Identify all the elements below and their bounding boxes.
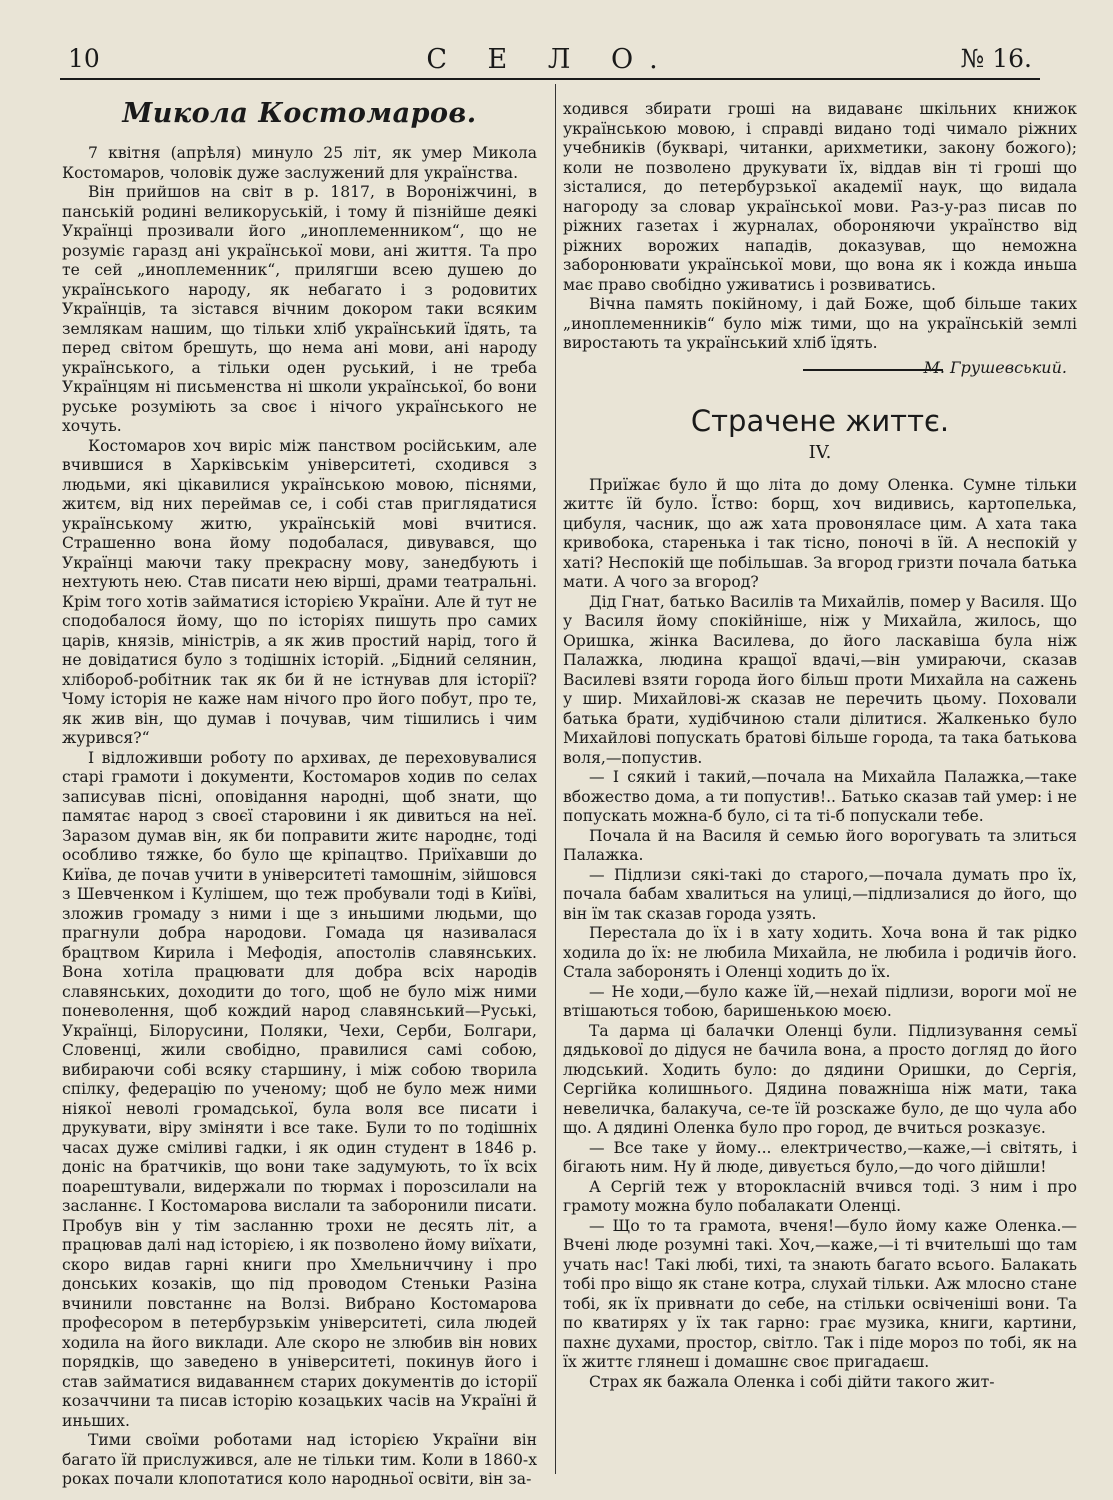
paragraph: Костомаров хоч виріс між панством російським, але вчившися в Харківськім університеті, сходився з людьми, які цікавилися українською мовою, піснями, житєм, від них переймав се, і собі став приглядатися українському житю, українській мові вчитися. Страшенно вона йому подобалася, дивувався, що Українці маючи таку прекрасну мову, занедбують і нехтують нею. Став писати нею вірші, драми театральні. Крім того хотів займатися історією України. Але й тут не сподобалося йому, що по історіях пишуть про самих царів, князів, міністрів, а як жив простий нарід, того й не довідатися було з тодішніх історій. „Бідний селянин, хлібороб-робітник так як би й не істнував для історії? Чому історія не каже нам нічого про його побут, про те, як жив він, що думав і почував, чим тішились і чим журився?“ xyxy=(62,436,537,747)
paragraph: Вічна память покійному, і дай Боже, щоб більше таких „иноплеменників“ було між тими, що на українській землі виростають та український хліб їдять. xyxy=(563,295,1077,352)
paragraph: Перестала до їх і в хату ходить. Хоча вона й так рідко ходила до їх: не любила Михайла, не любила і родичів його. Стала заборонять і Оленці ходить до їх. xyxy=(563,924,1077,981)
issue-number: № 16. xyxy=(960,44,1032,73)
page-header xyxy=(60,44,1040,80)
chapter-number: IV. xyxy=(808,441,832,463)
paragraph-continuation: ходився збирати гроші на видаванє шкільних книжок українською мовою, і справді видано тоді чимало ріжних учебників (букварі, читанки, арихметики, закону божого); коли не позволено друкувати їх, віддав він ті гроші що зісталися, до петербурзької академії наук, що видала нагороду за словар української мови. Раз-у-раз писав по ріжних газетах і журналах, обороняючи українство від ріжних ворожих нападів, доказував, що неможна заборонювати української мови, що вона як і кожда иньша має право свобідно уживатись і розвиватись. xyxy=(563,100,1077,294)
paragraph: 7 квітня (апрѣля) минуло 25 літ, як умер Микола Костомаров, чоловік дуже заслужений для українства. xyxy=(62,144,537,182)
signature-block xyxy=(563,356,1077,386)
page-number: 10 xyxy=(68,44,100,73)
right-column xyxy=(563,100,1077,1480)
newspaper-title: С Е Л О. xyxy=(426,44,674,75)
paragraph: Він прийшов на світ в р. 1817, в Вороніжчині, в панській родині великоруській, і тому й пізнійше деякі Українці прозивали його „иноплеменником“, що не розуміє гаразд ані української мови, ані життя. Та про те сей „иноплеменник“, прилягши всею душею до українського народу, як небагато і з родовитих Українців, та зістався вічним докором таки всяким землякам нашим, що тільки хліб український їдять, та перед світом брешуть, що нема ані мови, ані народу українського, а тільки оден руський, і не треба Українцям ні письменства ні школи української, бо вони руське розуміють за своє і нічого українського не хочуть. xyxy=(62,183,537,435)
paragraph: Почала й на Василя й семью його ворогувать та злиться Палажка. xyxy=(563,826,1077,864)
paragraph: Страх як бажала Оленка і собі дійти такого жит- xyxy=(589,1372,995,1391)
left-column xyxy=(62,94,537,1488)
article-title: Микола Костомаров. xyxy=(122,98,477,129)
paragraph: — Що то та грамота, вченя!—було йому каже Оленка.—Вчені люде розумні такі. Хоч,—каже,—і ті вчительші що там учать нас! Такі любі, тихі, та знають багато всього. Балакать тобі про віщо як стане котра, слухай тільки. Аж млосно стане тобі, як їх привнати до себе, на стільки освіченіші вони. Та по кватирях у їх так гарно: грає музика, книги, картини, пахнє духами, простор, світло. Так і піде мороз по тобі, як на їх життє глянеш і домашнє своє пригадаєш. xyxy=(563,1216,1077,1371)
paragraph: Та дарма ці балачки Оленці були. Підлизування семьї дядькової до дідуся не бачила вона, а просто догляд до його людський. Ходить було: до дядини Оришки, до Сергія, Сергійка колишнього. Дядина поважніша ніж мати, така невеличка, балакуча, се-те їй розскаже було, де що чула або що. А дядині Оленка було про город, де вчиться розказує. xyxy=(563,1021,1077,1137)
author-signature: М. Грушевський. xyxy=(923,357,1067,377)
paragraph: — Не ходи,—було каже їй,—нехай підлизи, вороги мої не втішаються тобою, баришенькою моєю. xyxy=(563,982,1077,1020)
paragraph: Тими своїми роботами над історією України він багато їй прислужився, але не тільки тим. Коли в 1860-х роках почали клопотатися коло народньої освіти, він за- xyxy=(62,1431,537,1488)
column-divider xyxy=(555,84,556,1474)
paragraph: — І сякий і такий,—почала на Михайла Палажка,—таке вбожество дома, а ти попустив!.. Батько сказав тай умер: і не попускать можна-б було, сі та ті-б попускали тебе. xyxy=(563,768,1077,825)
story-title: Страчене життє. xyxy=(690,403,950,438)
signature-rule xyxy=(803,369,943,371)
paragraph: — Підлизи сякі-такі до старого,—почала думать про їх, почала бабам хвалиться на улиці,—підлизалися до його, що він їм так сказав города узять. xyxy=(563,865,1077,923)
paragraph: Приїжає було й що літа до дому Оленка. Сумне тільки життє їй було. Їство: борщ, хоч видивись, картопелька, цибуля, часник, що аж хата провоняласе цим. А хата така кривобока, старенька і так тісно, поночі в їй. А неспокій у хаті? Неспокій ще побільшав. За вгород гризти почала батька мати. А чого за вгород? xyxy=(563,475,1077,591)
paragraph: А Сергій теж у второкласній вчився тоді. З ним і про грамоту можна було побалакати Оленці. xyxy=(563,1177,1077,1215)
paragraph: — Все таке у йому... електричество,—каже,—і світять, і бігають ним. Ну й люде, дивується було,—до чого дійшли! xyxy=(563,1138,1077,1176)
paragraph: І відложивши роботу по архивах, де переховувалися старі грамоти і документи, Костомаров ходив по селах записував пісні, оповідання народні, щоб знати, що памятає народ з своєї старовини і як дивиться на неї. Заразом думав він, як би поправити житє народнє, тоді особливо тяжке, бо було ще кріпацтво. Приїхавши до Київа, де почав учити в університеті тамошнім, зійшовся з Шевченком і Кулішем, що теж пробували тоді в Київі, зложив громаду з ними і ще з иньшими людьми, що прагнули добра народови. Гомада ця називалася брацтвом Кирила і Мефодія, апостолів славянських. Вона хотіла працювати для добра всіх народів славянських, доходити до того, щоб не було між ними поневолення, щоб кождий народ славянський—Руські, Українці, Білорусини, Поляки, Чехи, Серби, Болгари, Словенці, жили свобідно, правилися самі собою, вибираючи собі всяку старшину, і між собою творила спілку, федерацію по ученому; щоб не було меж ними ніякої неволі громадської, була воля все писати і друкувати, віру зміняти і все таке. Були то по тодішніх часах дуже сміливі гадки, і як один студент в 1846 р. доніс на братчиків, що вони таке задумують, то їх всіх поарештували, видержали по тюрмах і порозсилали на засланнє. І Костомарова вислали та заборонили писати. Пробув він у тім засланню трохи не десять літ, а працював далі над історією, і як позволено йому виїхати, скоро видав гарні книги про Хмельниччину і про донських козаків, що під проводом Стеньки Разіна вчинили повстаннє на Волзі. Вибрано Костомарова професором в петербурзькім університеті, сила людей ходила на його виклади. Але скоро не злюбив він нових порядків, що заведено в університеті, покинув його і став займатися видаваннєм старих документів до історії козаччини та писав історію козацьких часів на Україні й иньших. xyxy=(62,748,537,1430)
paragraph: Дід Гнат, батько Василів та Михайлів, помер у Василя. Що у Василя йому спокійніше, ніж у Михайла, жилось, що Оришка, жінка Василева, до його ласкавіша була ніж Палажка, людина кращої вдачі,—він умираючи, сказав Василеві взяти города його більш проти Михайла на сажень у шир. Михайлові-ж сказав не перечить цьому. Поховали батька брати, худібчиною стали ділитися. Жалкенько було Михайлові попускать братові більше города, та така батькова воля,—попустив. xyxy=(563,592,1077,767)
